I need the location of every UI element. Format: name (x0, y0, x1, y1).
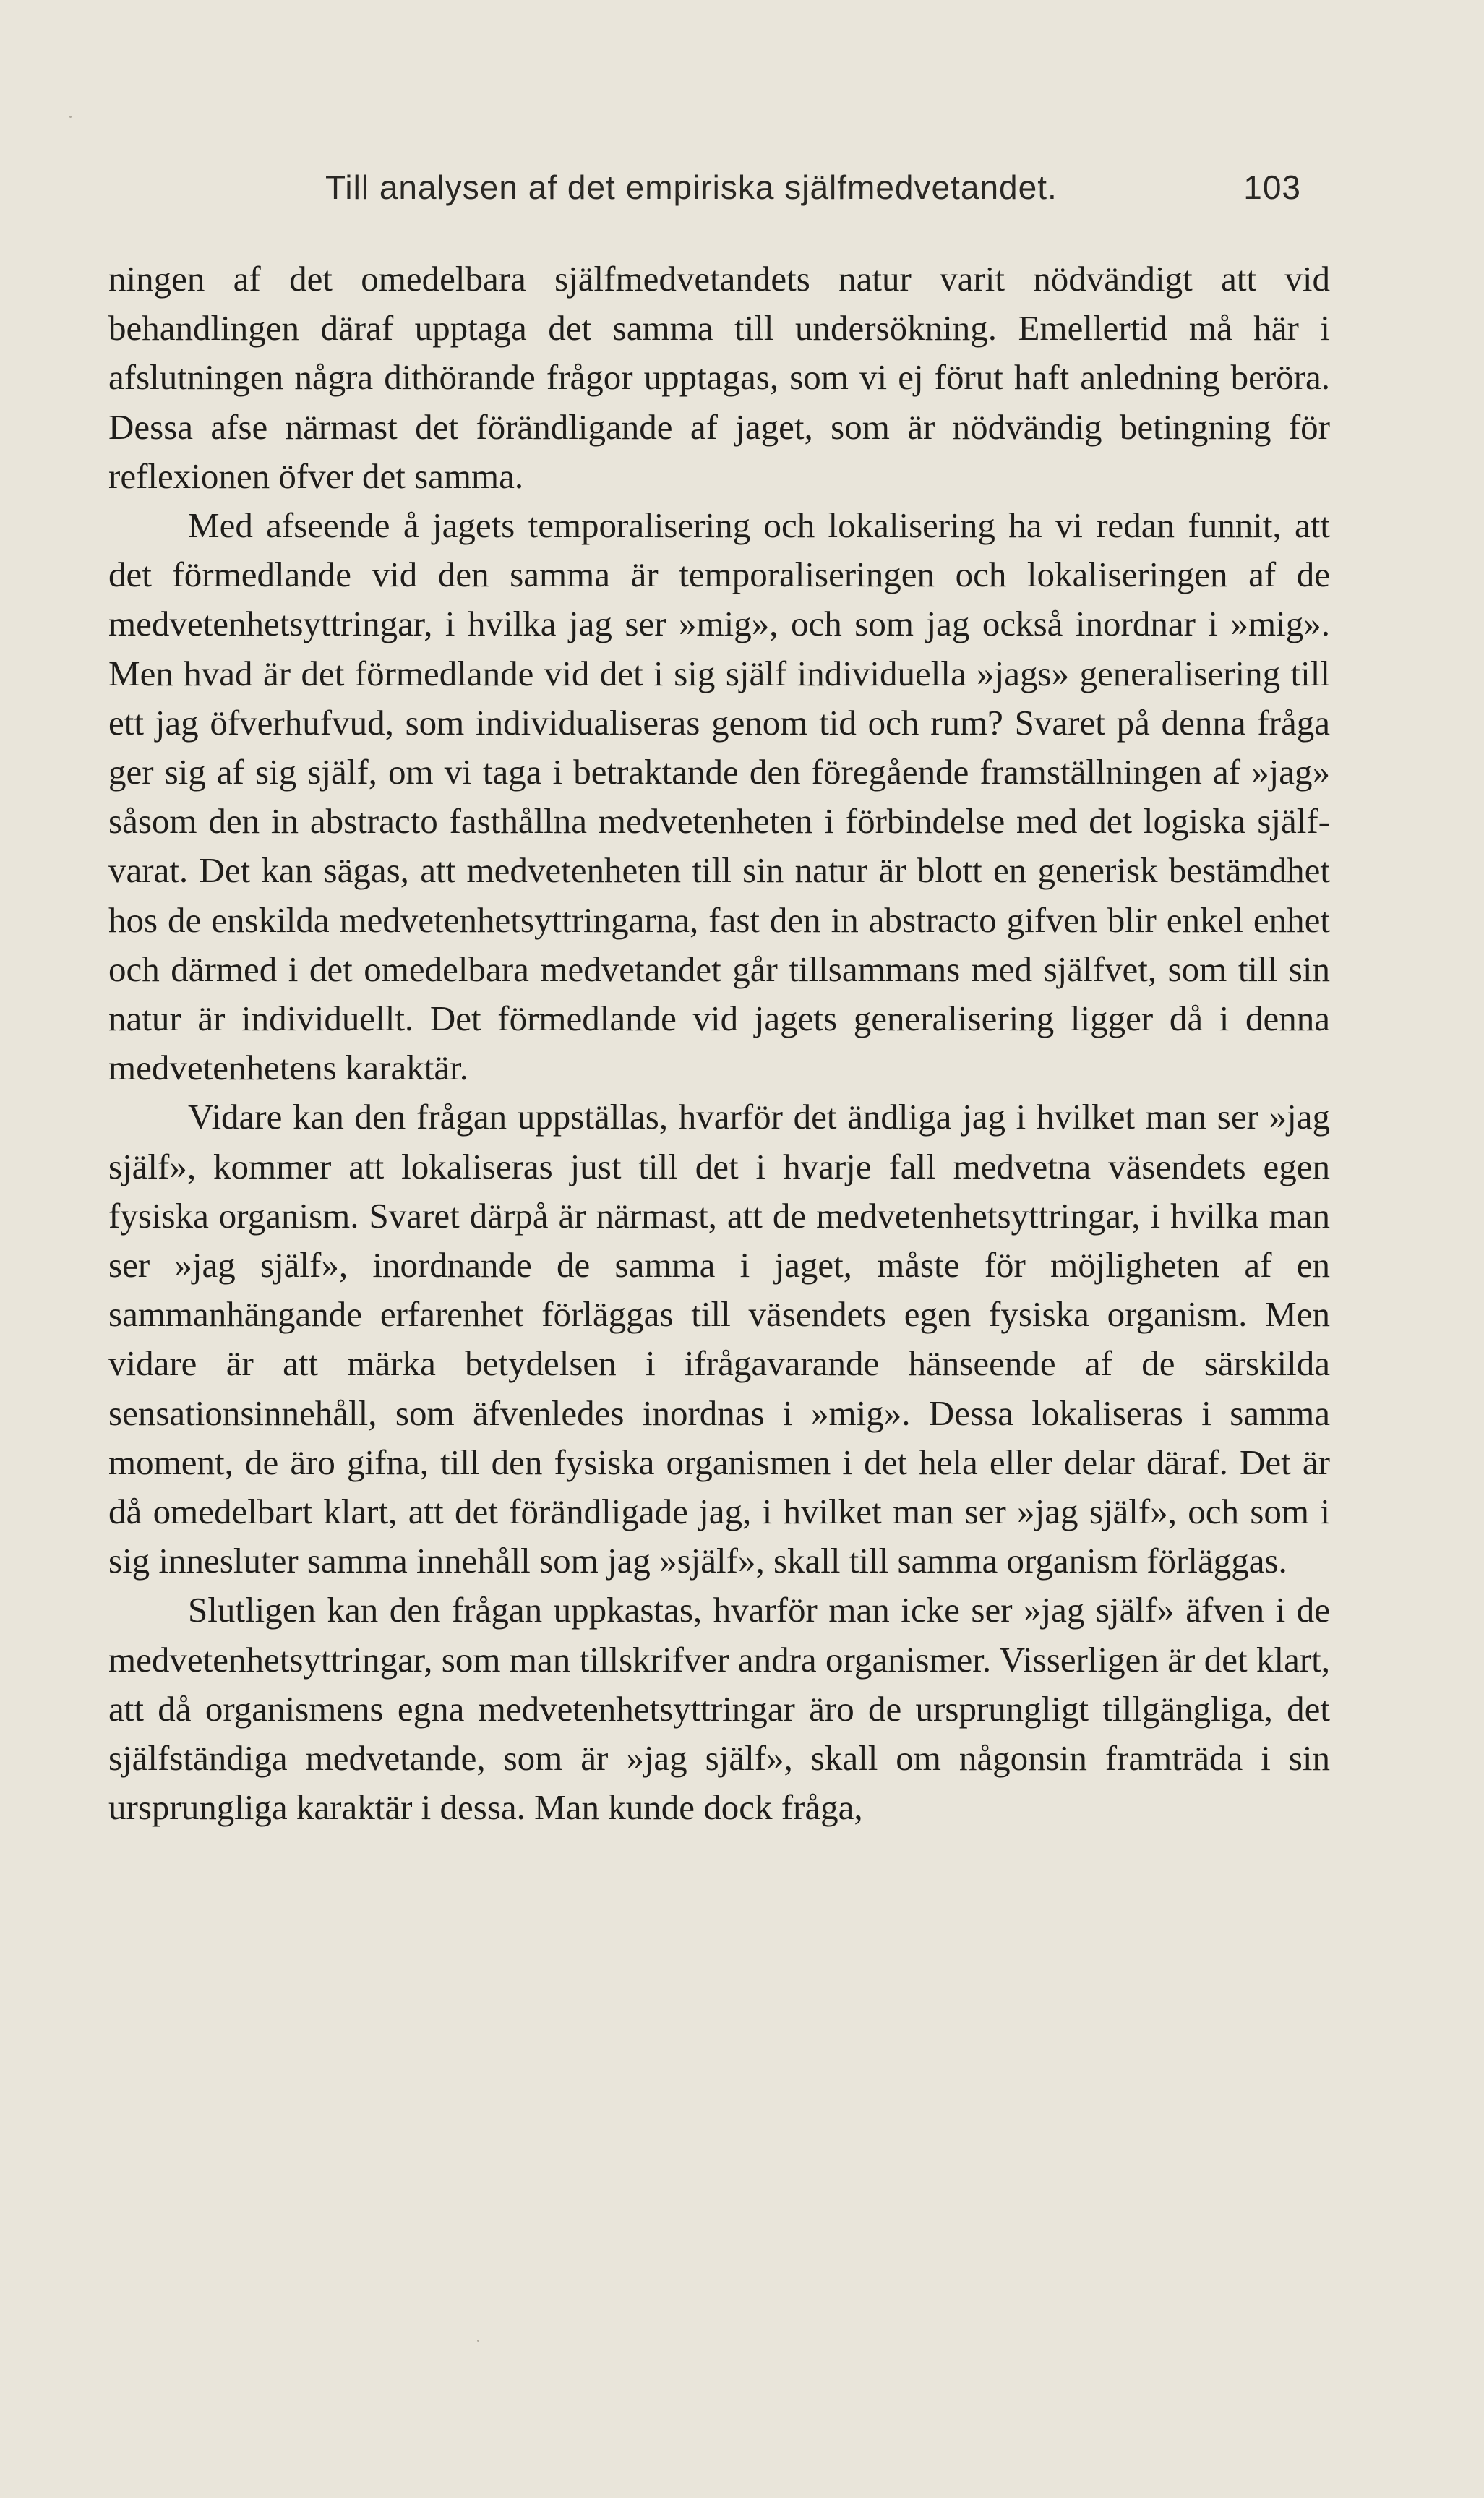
paper-speck (69, 116, 72, 118)
paper-speck (477, 2340, 479, 2342)
paragraph-3: Vidare kan den frågan uppställas, hvarför det ändliga jag i hvilket man ser »jag själf», kommer att lokaliseras just till det i hvarje fall medvetna väsendets egen fysiska organism. Svaret därpå är närmast, att de medvetenhetsyttringar, i hvilka man ser »jag själf», inordnande de samma i jaget, måste för möjligheten af en sammanhängande erfarenhet förläggas till väsendets egen fysiska organism. Men vidare är att märka betydelsen i ifrågavarande hänseende af de särskilda sensationsinnehåll, som äfvenledes inordnas i »mig». Dessa lokaliseras i samma moment, de äro gifna, till den fysiska organismen i det hela eller delar däraf. Det är då omedelbart klart, att det förändligade jag, i hvilket man ser »jag själf», och som i sig innesluter samma innehåll som jag »själf», skall till samma organism förläggas. (108, 1097, 1330, 1581)
page-number: 103 (1243, 168, 1301, 206)
paragraph-2: Med afseende å jagets temporalisering och lokalisering ha vi redan funnit, att det förmedlande vid den samma är temporaliseringen och lokaliseringen af de medvetenhetsyttringar, i hvilka jag ser »mig», och som jag också inordnar i »mig». Men hvad är det förmedlande vid det i sig själf individuella »jags» generalisering till ett jag öfverhufvud, som individualiseras genom tid och rum? Svaret på denna fråga ger sig af sig själf, om vi taga i betraktande den föregående framställningen af »jag» såsom den in abstracto fasthållna medvetenheten i förbindelse med det logiska själf-varat. Det kan sägas, att medvetenheten till sin natur är blott en generisk bestämdhet hos de enskilda medvetenhetsyttringarna, fast den in abstracto gifven blir enkel enhet och därmed i det omedelbara medvetandet går tillsammans med själfvet, som till sin natur är individuellt. Det förmedlande vid jagets generalisering ligger då i denna medvetenhetens karaktär. (108, 505, 1330, 1088)
running-title: Till analysen af det empiriska själfmedvetandet. (325, 168, 1058, 206)
paragraph-1: ningen af det omedelbara själfmedvetandets natur varit nödvändigt att vid behandlingen däraf upptaga det samma till undersökning. Emellertid må här i afslutningen några dithörande frågor upptagas, som vi ej förut haft anledning beröra. Dessa afse närmast det förändligande af jaget, som är nödvändig betingning för reflexionen öfver det samma. (108, 259, 1330, 496)
paragraph-4: Slutligen kan den frågan uppkastas, hvarför man icke ser »jag själf» äfven i de medvetenhetsyttringar, som man tillskrifver andra organismer. Visserligen är det klart, att då organismens egna medvetenhetsyttringar äro de ursprungligt tillgängliga, det själfständiga medvetande, som är »jag själf», skall om någonsin framträda i sin ursprungliga karaktär i dessa. Man kunde dock fråga, (108, 1590, 1330, 1828)
page-header (325, 168, 1301, 226)
body-text (108, 254, 1330, 1833)
